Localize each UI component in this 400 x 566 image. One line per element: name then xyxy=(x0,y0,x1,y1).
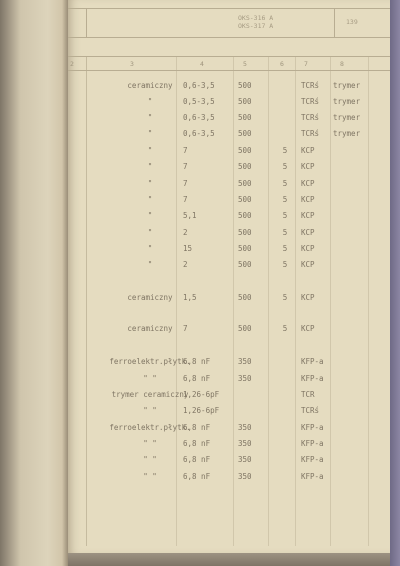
cell-voltage: 500 xyxy=(238,244,252,253)
cell-description: " " xyxy=(143,439,157,448)
cell-voltage: 500 xyxy=(238,162,252,171)
page-bottom-shadow xyxy=(68,553,390,566)
cell-description: " xyxy=(147,244,153,253)
cell-type: TCRś xyxy=(301,97,320,106)
cell-value: 6,8 nF xyxy=(183,439,211,448)
cell-note: trymer xyxy=(333,129,361,138)
cell-description: " xyxy=(147,211,153,220)
cell-type: KCP xyxy=(301,146,315,155)
header-bottom-rule xyxy=(68,37,390,38)
cell-description: trymer ceramiczny xyxy=(111,390,189,399)
table-row xyxy=(68,472,390,488)
cell-description: " xyxy=(147,260,153,269)
cell-voltage: 500 xyxy=(238,129,252,138)
table-row xyxy=(68,211,390,227)
cell-type: TCRś xyxy=(301,129,320,138)
cell-value: 6,8 nF xyxy=(183,423,211,432)
cell-col6: 5 xyxy=(282,146,288,155)
cell-description: " " xyxy=(143,455,157,464)
table-row xyxy=(68,146,390,162)
book-binding-edge xyxy=(0,0,68,566)
cell-value: 7 xyxy=(183,179,188,188)
cell-type: KFP-a xyxy=(301,357,324,366)
cell-type: KCP xyxy=(301,244,315,253)
cell-type: KCP xyxy=(301,260,315,269)
cell-description: " " xyxy=(143,406,157,415)
cell-voltage: 500 xyxy=(238,260,252,269)
cell-type: TCRś xyxy=(301,406,320,415)
cell-voltage: 500 xyxy=(238,211,252,220)
header-top-rule xyxy=(68,8,390,9)
table-row xyxy=(68,390,390,406)
cell-value: 0,6-3,5 xyxy=(183,129,215,138)
cell-voltage: 500 xyxy=(238,146,252,155)
cell-description: ceramiczny xyxy=(127,324,173,333)
column-number-8: 8 xyxy=(340,60,344,68)
table-row xyxy=(68,195,390,211)
cell-voltage: 500 xyxy=(238,113,252,122)
cell-type: KFP-a xyxy=(301,423,324,432)
cell-type: KCP xyxy=(301,228,315,237)
cell-voltage: 500 xyxy=(238,179,252,188)
document-page xyxy=(68,0,390,553)
cell-col6: 5 xyxy=(282,179,288,188)
cell-description: " " xyxy=(143,374,157,383)
header-code-line-2: OKS-317 A xyxy=(238,22,274,30)
table-row xyxy=(68,374,390,390)
cell-description: " xyxy=(147,195,153,204)
cell-value: 7 xyxy=(183,162,188,171)
cell-note: trymer xyxy=(333,81,361,90)
cell-col6: 5 xyxy=(282,162,288,171)
header-right-divider xyxy=(334,8,335,38)
cell-type: TCRś xyxy=(301,113,320,122)
cell-voltage: 350 xyxy=(238,439,252,448)
table-row xyxy=(68,324,390,340)
cell-type: KFP-a xyxy=(301,455,324,464)
column-number-2: 2 xyxy=(70,60,74,68)
cell-type: KFP-a xyxy=(301,472,324,481)
cell-type: KCP xyxy=(301,293,315,302)
table-row xyxy=(68,97,390,113)
cell-value: 7 xyxy=(183,195,188,204)
column-number-3: 3 xyxy=(130,60,134,68)
cell-value: 0,5-3,5 xyxy=(183,97,215,106)
table-row xyxy=(68,423,390,439)
cell-col6: 5 xyxy=(282,260,288,269)
cell-value: 0,6-3,5 xyxy=(183,113,215,122)
table-row xyxy=(68,129,390,145)
cell-voltage: 500 xyxy=(238,195,252,204)
table-row xyxy=(68,113,390,129)
table-row xyxy=(68,81,390,97)
cell-value: 6,8 nF xyxy=(183,472,211,481)
cell-type: KCP xyxy=(301,162,315,171)
cell-description: ceramiczny xyxy=(127,81,173,90)
cell-description: " xyxy=(147,228,153,237)
table-row xyxy=(68,406,390,422)
cell-value: 1,26-6pF xyxy=(183,406,220,415)
cell-note: trymer xyxy=(333,113,361,122)
table-row xyxy=(68,244,390,260)
cell-type: KCP xyxy=(301,179,315,188)
header-left-divider xyxy=(86,8,87,38)
page-number: 139 xyxy=(346,18,358,26)
cell-value: 2 xyxy=(183,260,188,269)
cell-description: " xyxy=(147,179,153,188)
cell-description: " xyxy=(147,129,153,138)
table-row xyxy=(68,293,390,309)
cell-value: 6,8 nF xyxy=(183,455,211,464)
cell-type: KFP-a xyxy=(301,439,324,448)
cell-voltage: 500 xyxy=(238,228,252,237)
cell-value: 5,1 xyxy=(183,211,197,220)
cell-description: " xyxy=(147,146,153,155)
table-row xyxy=(68,260,390,276)
cell-voltage: 500 xyxy=(238,81,252,90)
cell-value: 0,6-3,5 xyxy=(183,81,215,90)
table-row xyxy=(68,439,390,455)
cell-voltage: 350 xyxy=(238,357,252,366)
cell-col6: 5 xyxy=(282,211,288,220)
cell-voltage: 500 xyxy=(238,97,252,106)
cell-col6: 5 xyxy=(282,293,288,302)
cell-col6: 5 xyxy=(282,228,288,237)
header-code-line-1: OKS-316 A xyxy=(238,14,274,22)
table-row xyxy=(68,455,390,471)
cell-type: KFP-a xyxy=(301,374,324,383)
cell-voltage: 350 xyxy=(238,374,252,383)
cell-value: 6,8 nF xyxy=(183,374,211,383)
cell-description: ceramiczny xyxy=(127,293,173,302)
cell-type: KCP xyxy=(301,324,315,333)
cell-voltage: 500 xyxy=(238,293,252,302)
table-row xyxy=(68,228,390,244)
cell-value: 7 xyxy=(183,324,188,333)
cell-description: " xyxy=(147,113,153,122)
cell-value: 15 xyxy=(183,244,193,253)
cell-voltage: 350 xyxy=(238,472,252,481)
table-row xyxy=(68,162,390,178)
cell-value: 6,8 nF xyxy=(183,357,211,366)
cell-value: 2 xyxy=(183,228,188,237)
column-number-7: 7 xyxy=(304,60,308,68)
cell-description: ferroelektr.płytk. xyxy=(109,357,191,366)
cell-col6: 5 xyxy=(282,244,288,253)
cell-type: TCRś xyxy=(301,81,320,90)
cell-description: " " xyxy=(143,472,157,481)
column-header-top-rule xyxy=(68,56,390,57)
right-page-strip xyxy=(390,0,400,566)
cell-description: " xyxy=(147,162,153,171)
cell-description: " xyxy=(147,97,153,106)
column-number-4: 4 xyxy=(200,60,204,68)
cell-voltage: 350 xyxy=(238,423,252,432)
cell-col6: 5 xyxy=(282,324,288,333)
table-row xyxy=(68,357,390,373)
cell-description: ferroelektr.płytk. xyxy=(109,423,191,432)
table-row xyxy=(68,179,390,195)
cell-value: 1,5 xyxy=(183,293,197,302)
cell-value: 7 xyxy=(183,146,188,155)
cell-note: trymer xyxy=(333,97,361,106)
cell-value: 1,26-6pF xyxy=(183,390,220,399)
cell-col6: 5 xyxy=(282,195,288,204)
cell-type: KCP xyxy=(301,211,315,220)
cell-voltage: 350 xyxy=(238,455,252,464)
column-number-5: 5 xyxy=(243,60,247,68)
cell-type: TCR xyxy=(301,390,315,399)
column-number-6: 6 xyxy=(280,60,284,68)
column-header-bottom-rule xyxy=(68,70,390,71)
cell-voltage: 500 xyxy=(238,324,252,333)
cell-type: KCP xyxy=(301,195,315,204)
